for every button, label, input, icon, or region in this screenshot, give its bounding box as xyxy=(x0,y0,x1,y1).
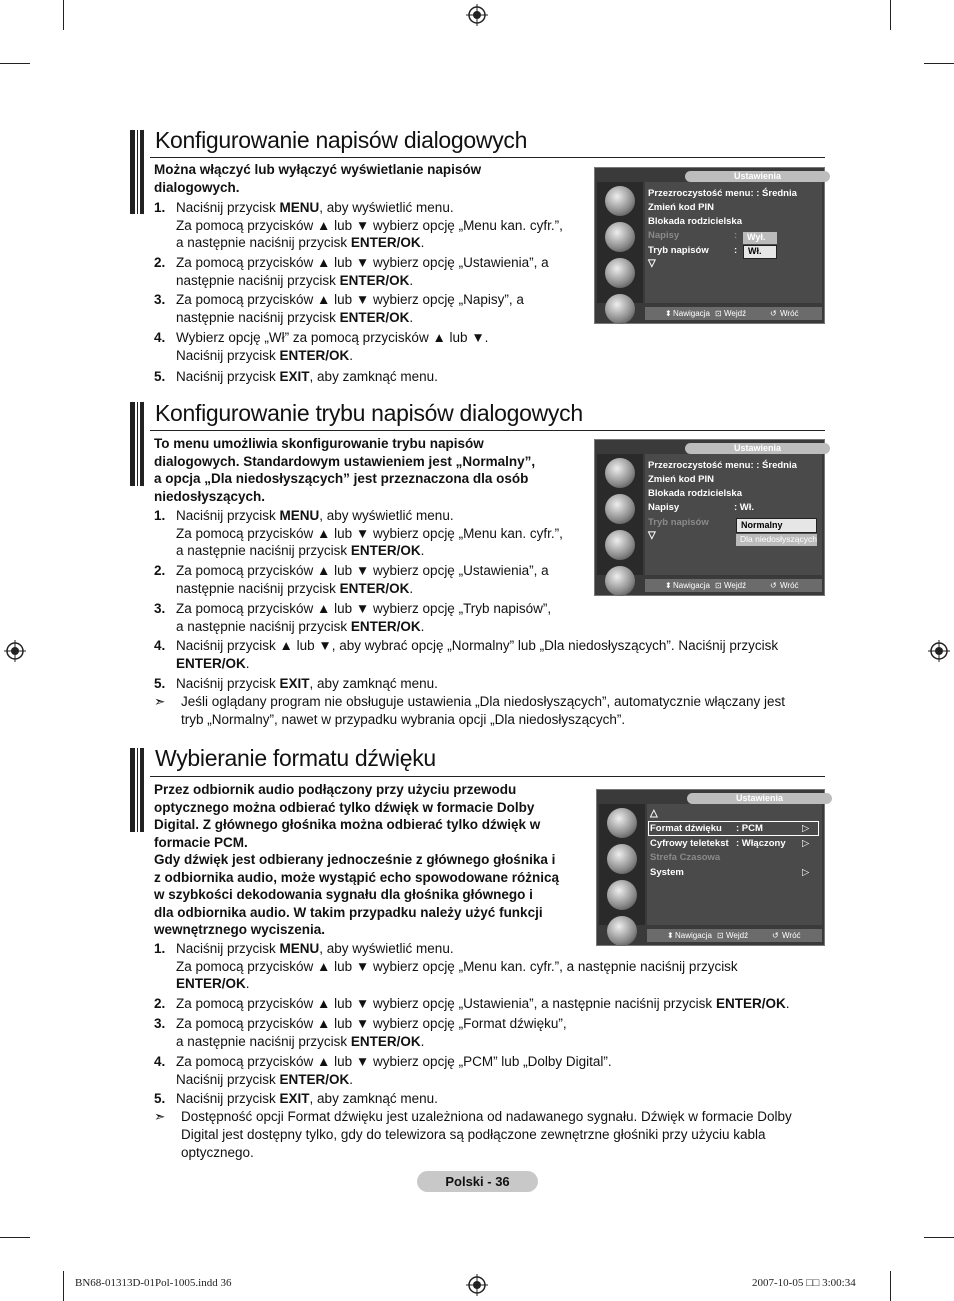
crop-mark xyxy=(0,63,30,64)
intro-line: formacie PCM. xyxy=(154,834,248,850)
nav-icon: ⬍ xyxy=(665,581,672,590)
section-bar xyxy=(130,748,144,832)
step-line: Za pomocą przycisków ▲ lub ▼ wybierz opcję „Menu kan. cyfr.”, xyxy=(176,217,563,233)
section-rule xyxy=(150,430,825,431)
section-intro xyxy=(154,435,535,505)
registration-mark-icon xyxy=(466,4,488,26)
sound-icon xyxy=(605,494,635,524)
step-number: 3. xyxy=(154,1016,166,1031)
step-number: 2. xyxy=(154,563,166,578)
intro-line: Można włączyć lub wyłączyć wyświetlanie napisów xyxy=(154,162,482,177)
step-line: Za pomocą przycisków ▲ lub ▼ wybierz opcję „Tryb napisów”, xyxy=(176,601,552,616)
step-line: a następnie naciśnij przycisk ENTER/OK. xyxy=(176,1033,425,1049)
setup-icon xyxy=(605,258,635,288)
menu-row-label: Napisy xyxy=(648,230,680,241)
menu-row-label[interactable]: Format dźwięku xyxy=(650,823,722,834)
note-line: optycznego. xyxy=(181,1145,254,1160)
intro-line: dialogowych. Standardowym ustawieniem jest „Normalny”, xyxy=(154,453,536,469)
section-rule xyxy=(150,776,825,777)
registration-mark-icon xyxy=(928,640,950,662)
picture-icon xyxy=(605,186,635,216)
enter-icon: ⊡ xyxy=(715,309,722,318)
sound-icon xyxy=(607,844,637,874)
picture-icon xyxy=(607,808,637,838)
intro-line: optycznego można odbierać tylko dźwięk w formacie Dolby xyxy=(154,799,535,815)
step-number: 4. xyxy=(154,638,166,653)
step-number: 2. xyxy=(154,255,166,270)
step-line: Za pomocą przycisków ▲ lub ▼ wybierz opcję „Ustawienia”, a xyxy=(176,563,549,578)
enter-icon: ⊡ xyxy=(717,931,724,940)
section-rule xyxy=(150,157,825,158)
step-line: a następnie naciśnij przycisk ENTER/OK. xyxy=(176,618,425,634)
step-line: następnie naciśnij przycisk ENTER/OK. xyxy=(176,272,414,288)
menu-footer xyxy=(645,307,822,320)
step-number: 5. xyxy=(154,369,166,384)
menu-row-label: Tryb napisów xyxy=(648,517,709,528)
input-icon xyxy=(605,294,635,324)
step-line: Naciśnij przycisk MENU, aby wyświetlić menu. xyxy=(176,200,454,215)
intro-line: niedosłyszących. xyxy=(154,488,266,504)
menu-row-label: Zmień kod PIN xyxy=(648,474,714,485)
step-number: 1. xyxy=(154,941,166,956)
section-intro xyxy=(154,161,481,196)
menu-option[interactable]: Dla niedosłyszących xyxy=(736,534,817,546)
menu-row-value: : Włączony xyxy=(736,838,786,849)
step-line: ENTER/OK. xyxy=(176,655,250,671)
note-line: Jeśli oglądany program nie obsługuje ustawienia „Dla niedosłyszących”, automatycznie włączany jest xyxy=(181,694,786,709)
print-file-info: BN68-01313D-01Pol-1005.indd 36 xyxy=(75,1277,232,1289)
menu-footer xyxy=(647,929,822,942)
return-icon: ↺ xyxy=(772,931,779,940)
menu-row-value: : xyxy=(734,230,738,241)
step-number: 4. xyxy=(154,330,166,345)
intro-line: a opcja „Dla niedosłyszących” jest przeznaczona dla osób xyxy=(154,471,529,486)
tv-menu-screenshot xyxy=(596,789,825,946)
menu-row-value: : xyxy=(734,245,738,256)
scroll-up-icon: △ xyxy=(650,808,658,819)
menu-row-label: Strefa Czasowa xyxy=(650,852,721,863)
step-number: 4. xyxy=(154,1054,166,1069)
menu-row-label: Tryb napisów xyxy=(648,245,709,256)
step-line: Za pomocą przycisków ▲ lub ▼ wybierz opcję „Menu kan. cyfr.”, xyxy=(176,525,563,541)
menu-sidebar xyxy=(597,454,643,575)
note-line: Dostępność opcji Format dźwięku jest uzależniona od nadawanego sygnału. Dźwięk w formacie Dolby xyxy=(181,1109,792,1124)
footer-back: Wróć xyxy=(780,581,799,590)
tv-menu-screenshot: Ustawienia Przezroczystość menu: : Średnia Zmień kod PIN Blokada rodzicielska Napisy : Tryb napisów : ▽ Wył. Wł. ⬍ Nawigacja ⊡ Wejdź ↺ Wróć xyxy=(594,167,825,324)
section-bar xyxy=(130,402,144,486)
menu-sidebar xyxy=(597,182,643,303)
intro-line: w szybkości dekodowania sygnału dla głośnika głównego i xyxy=(154,887,533,902)
crop-mark xyxy=(890,1271,891,1301)
step-number: 5. xyxy=(154,1091,166,1106)
sound-icon xyxy=(605,222,635,252)
step-line: następnie naciśnij przycisk ENTER/OK. xyxy=(176,309,414,325)
step-line: Za pomocą przycisków ▲ lub ▼ wybierz opcję „PCM” lub „Dolby Digital”. xyxy=(176,1054,612,1069)
input-icon xyxy=(605,566,635,596)
intro-line: Przez odbiornik audio podłączony przy użyciu przewodu xyxy=(154,782,517,797)
footer-nav: Nawigacja xyxy=(675,931,712,940)
print-date-info: 2007-10-05 □□ 3:00:34 xyxy=(752,1277,856,1289)
step-number: 5. xyxy=(154,676,166,691)
step-line: Naciśnij przycisk ENTER/OK. xyxy=(176,1071,354,1087)
menu-row-value: : Średnia xyxy=(756,188,797,199)
step-line: Naciśnij przycisk EXIT, aby zamknąć menu. xyxy=(176,369,438,384)
crop-mark xyxy=(890,0,891,30)
intro-line: dla odbiornika audio. W takim przypadku należy użyć funkcji xyxy=(154,904,543,920)
menu-header: Ustawienia xyxy=(685,171,830,182)
intro-line: dialogowych. xyxy=(154,179,240,195)
section-bar xyxy=(130,130,144,214)
crop-mark xyxy=(0,1237,30,1238)
step-line: ENTER/OK. xyxy=(176,976,250,991)
menu-row-value: : Średnia xyxy=(756,460,797,471)
menu-option-selected[interactable]: Normalny xyxy=(736,518,817,533)
menu-row-label: Zmień kod PIN xyxy=(648,202,714,213)
step-line: Naciśnij przycisk EXIT, aby zamknąć menu. xyxy=(176,676,438,691)
footer-enter: Wejdź xyxy=(724,309,747,318)
menu-row-label: Napisy xyxy=(648,502,680,513)
step-line: Za pomocą przycisków ▲ lub ▼ wybierz opcję „Napisy”, a xyxy=(176,292,524,307)
note-line: tryb „Normalny”, nawet w przypadku wybrania opcji „Dla niedosłyszących”. xyxy=(181,712,626,727)
nav-icon: ⬍ xyxy=(667,931,674,940)
menu-option-selected[interactable]: Wł. xyxy=(743,245,777,259)
step-number: 2. xyxy=(154,996,166,1011)
step-line: a następnie naciśnij przycisk ENTER/OK. xyxy=(176,235,425,250)
menu-row-label: Blokada rodzicielska xyxy=(648,216,742,227)
menu-panel xyxy=(645,454,822,575)
note-line: Digital jest dostępny tylko, gdy do telewizora są podłączone zewnętrzne głośniki przy użyciu kabla xyxy=(181,1127,766,1142)
section-title: Konfigurowanie trybu napisów dialogowych xyxy=(155,400,583,426)
menu-header: Ustawienia xyxy=(685,443,830,454)
crop-mark xyxy=(63,1271,64,1301)
enter-icon: ⊡ xyxy=(715,581,722,590)
intro-line: Digital. Z głównego głośnika można odbierać tylko dźwięk w xyxy=(154,817,541,832)
step-line: Naciśnij przycisk MENU, aby wyświetlić menu. xyxy=(176,941,454,956)
menu-row-label[interactable]: System xyxy=(650,867,684,878)
submenu-arrow-icon: ▷ xyxy=(802,823,810,834)
input-icon xyxy=(607,916,637,946)
step-number: 1. xyxy=(154,508,166,523)
return-icon: ↺ xyxy=(770,309,777,318)
note-arrow-icon: ➣ xyxy=(154,694,166,709)
menu-row-value: : Wł. xyxy=(734,502,755,513)
step-line: następnie naciśnij przycisk ENTER/OK. xyxy=(176,580,414,596)
step-line: Naciśnij przycisk ▲ lub ▼, aby wybrać opcję „Normalny” lub „Dla niedosłyszących”. Naciśnij przycisk xyxy=(176,638,779,653)
menu-header: Ustawienia xyxy=(687,793,832,804)
footer-enter: Wejdź xyxy=(726,931,749,940)
menu-option[interactable]: Wył. xyxy=(743,232,777,244)
submenu-arrow-icon: ▷ xyxy=(802,838,810,849)
menu-row-label: Przezroczystość menu xyxy=(648,460,751,471)
setup-icon xyxy=(607,880,637,910)
step-line: Za pomocą przycisków ▲ lub ▼ wybierz opcję „Format dźwięku”, xyxy=(176,1016,567,1031)
section-title: Konfigurowanie napisów dialogowych xyxy=(155,127,528,153)
page-number-badge: Polski - 36 xyxy=(417,1171,538,1192)
step-line: Naciśnij przycisk EXIT, aby zamknąć menu. xyxy=(176,1091,438,1106)
footer-nav: Nawigacja xyxy=(673,309,710,318)
section-title: Wybieranie formatu dźwięku xyxy=(155,745,436,771)
submenu-arrow-icon: ▷ xyxy=(802,867,810,878)
footer-back: Wróć xyxy=(782,931,801,940)
menu-row-label: Blokada rodzicielska xyxy=(648,488,742,499)
step-number: 3. xyxy=(154,601,166,616)
footer-back: Wróć xyxy=(780,309,799,318)
intro-line: z odbiornika audio, może wystąpić echo spowodowane różnicą xyxy=(154,869,560,885)
menu-row-value: : PCM xyxy=(736,823,763,834)
step-line: Naciśnij przycisk MENU, aby wyświetlić menu. xyxy=(176,508,454,523)
step-line: Wybierz opcję „Wł” za pomocą przycisków ▲ lub ▼. xyxy=(176,330,489,345)
crop-mark xyxy=(924,1237,954,1238)
menu-footer xyxy=(645,579,822,592)
scroll-down-icon: ▽ xyxy=(648,258,656,269)
menu-panel xyxy=(645,182,822,303)
return-icon: ↺ xyxy=(770,581,777,590)
step-line: Za pomocą przycisków ▲ lub ▼ wybierz opcję „Ustawienia”, a następnie naciśnij przycisk ENTER/OK. xyxy=(176,996,790,1011)
crop-mark xyxy=(924,63,954,64)
step-line: Za pomocą przycisków ▲ lub ▼ wybierz opcję „Menu kan. cyfr.”, a następnie naciśnij przycisk xyxy=(176,958,738,974)
footer-enter: Wejdź xyxy=(724,581,747,590)
intro-line: To menu umożliwia skonfigurowanie trybu napisów xyxy=(154,436,484,451)
scroll-down-icon: ▽ xyxy=(648,530,656,541)
step-number: 3. xyxy=(154,292,166,307)
crop-mark xyxy=(63,0,64,30)
menu-row-label: Przezroczystość menu xyxy=(648,188,751,199)
step-line: Za pomocą przycisków ▲ lub ▼ wybierz opcję „Ustawienia”, a xyxy=(176,255,549,270)
registration-mark-icon xyxy=(4,640,26,662)
picture-icon xyxy=(605,458,635,488)
step-line: a następnie naciśnij przycisk ENTER/OK. xyxy=(176,543,425,558)
note-arrow-icon: ➣ xyxy=(154,1109,166,1124)
intro-line: Gdy dźwięk jest odbierany jednocześnie z głównego głośnika i xyxy=(154,852,556,867)
menu-row-label[interactable]: Cyfrowy teletekst xyxy=(650,838,729,849)
section-intro xyxy=(154,781,559,939)
intro-line: wewnętrznego wyciszenia. xyxy=(154,922,326,937)
step-line: Naciśnij przycisk ENTER/OK. xyxy=(176,347,354,363)
footer-nav: Nawigacja xyxy=(673,581,710,590)
step-number: 1. xyxy=(154,200,166,215)
setup-icon xyxy=(605,530,635,560)
registration-mark-icon xyxy=(466,1274,488,1296)
nav-icon: ⬍ xyxy=(665,309,672,318)
tv-menu-screenshot: Ustawienia Przezroczystość menu: : Średnia Zmień kod PIN Blokada rodzicielska Napisy : Wł. Tryb napisów ▽ Normalny Dla niedosłyszących ⬍ Nawigacja ⊡ Wejdź ↺ Wróć xyxy=(594,439,825,596)
menu-sidebar xyxy=(599,804,645,925)
